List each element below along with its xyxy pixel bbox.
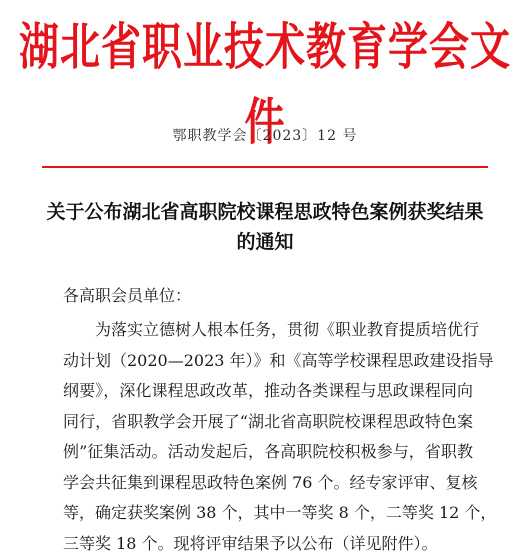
body-line: 例”征集活动。活动发起后，各高职院校积极参与，省职教 — [63, 442, 473, 461]
body-line: 同行，省职教学会开展了“湖北省高职院校课程思政特色案 — [63, 411, 473, 431]
notice-title-line-2: 的通知 — [236, 231, 294, 253]
notice-title-line-1: 关于公布湖北省高职院校课程思政特色案例获奖结果 — [46, 201, 484, 223]
body-line: 三等奖 18 个。现将评审结果予以公布（详见附件）。 — [63, 533, 438, 553]
body-line: 纲要》，深化课程思政改革，推动各类课程与思政课程同向 — [63, 381, 473, 400]
body-line: 等，确定获奖案例 38 个，其中一等奖 8 个，二等奖 12 个， — [63, 503, 497, 522]
body-paragraph — [63, 315, 497, 559]
body-line: 学会共征集到课程思政特色案例 76 个。经专家评审、复核 — [63, 472, 478, 492]
red-divider-line — [42, 166, 488, 168]
notice-title — [40, 197, 490, 257]
salutation: 各高职会员单位： — [63, 286, 192, 305]
document-number: 鄂职教学会〔2023〕12 号 — [172, 128, 358, 144]
masthead-title: 湖北省职业技术教育学会文件 — [19, 17, 511, 152]
body-line: 为落实立德树人根本任务，贯彻《职业教育提质培优行 — [95, 320, 480, 339]
body-line: 动计划（2020—2023 年）》和《高等学校课程思政建设指导 — [63, 350, 494, 370]
